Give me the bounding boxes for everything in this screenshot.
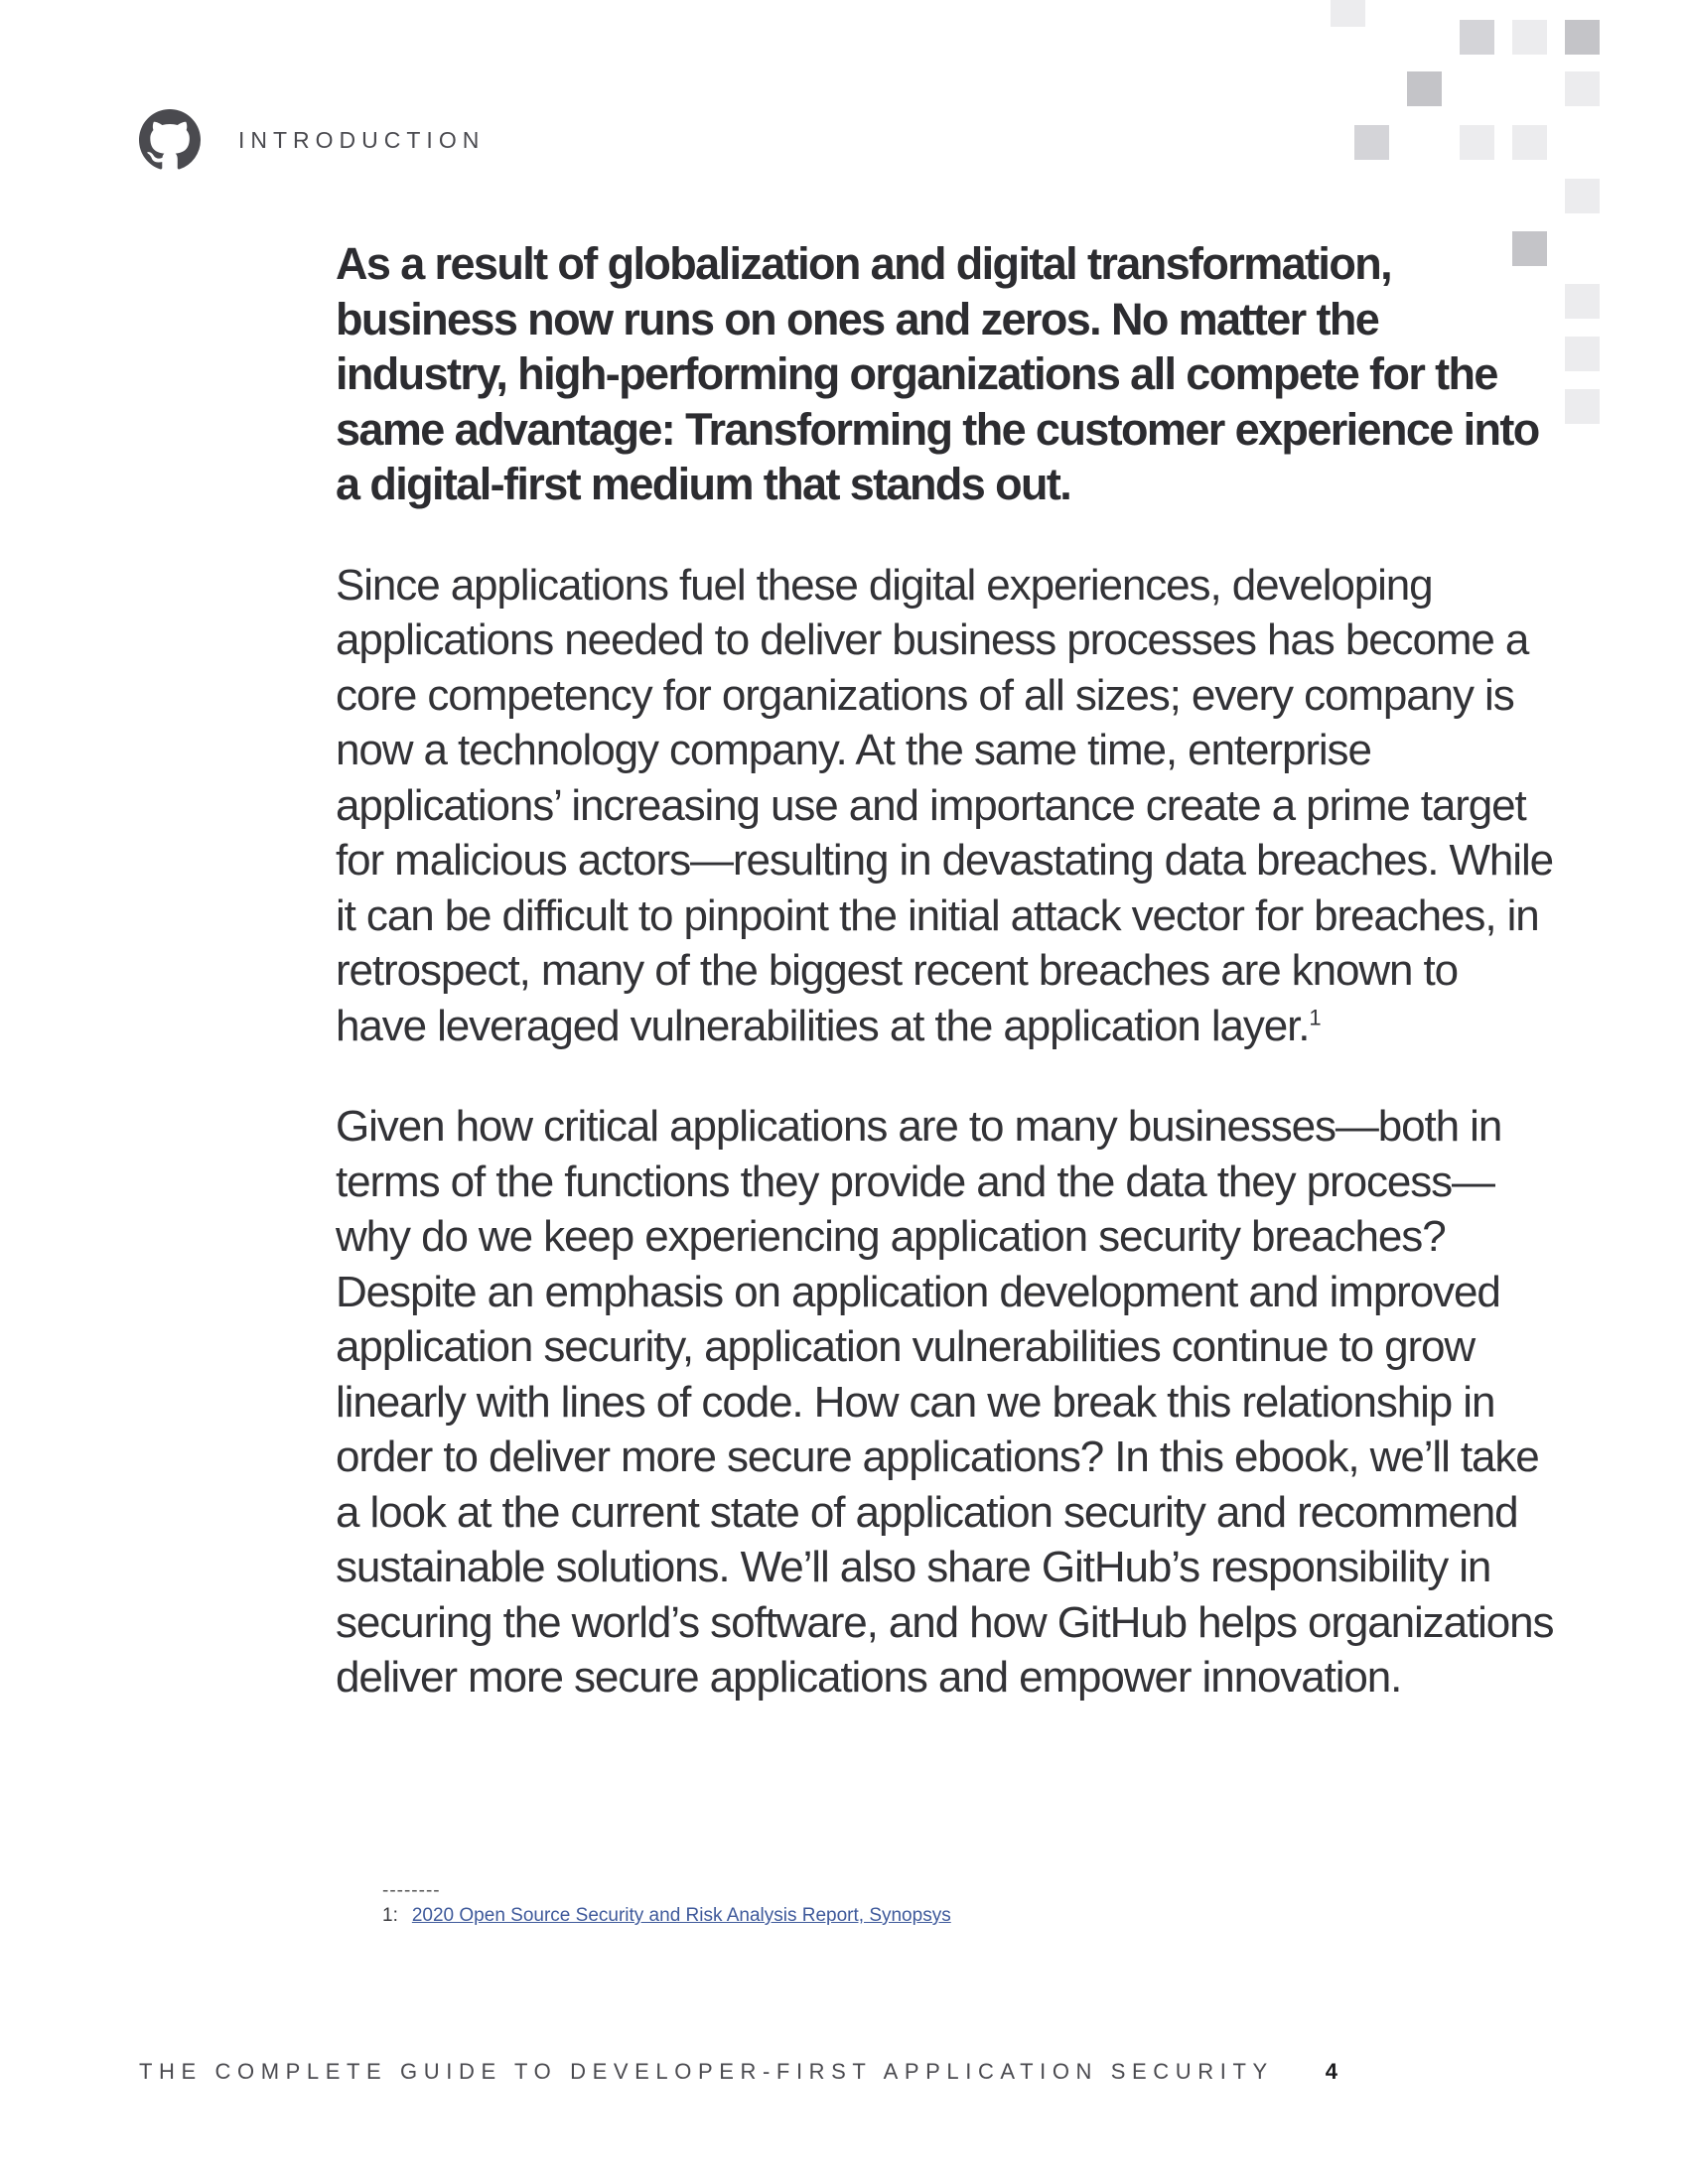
body-paragraph (336, 558, 1557, 1054)
footnote-link[interactable]: 2020 Open Source Security and Risk Analysis Report, Synopsys (411, 1905, 951, 1926)
footnote-marker: 1: (382, 1905, 398, 1926)
decor-square (1460, 20, 1494, 55)
section-label: INTRODUCTION (238, 126, 486, 153)
footnote-item (382, 1905, 951, 1927)
footnotes (382, 1881, 951, 1927)
decor-square (1512, 20, 1547, 55)
page-header (139, 109, 485, 171)
decor-square (1512, 125, 1547, 160)
decor-square (1565, 179, 1600, 213)
decor-square (1565, 284, 1600, 319)
decor-square (1565, 20, 1600, 55)
decor-square (1565, 71, 1600, 106)
lead-paragraph: As a result of globalization and digital transformation, business now runs on ones and zeros. No matter the industry, high-performing organizations all compete for the same advantage: Transforming the customer experience into a digital-first medium that stands out. (336, 238, 1539, 509)
decor-square (1331, 0, 1365, 27)
decor-square (1407, 71, 1442, 106)
decor-square (1354, 125, 1389, 160)
github-octocat-icon (139, 109, 201, 171)
body-paragraph: Given how critical applications are to many businesses—both in terms of the functions they provide and the data they process—why do we keep experiencing application security breaches? Despite an emphasis on application development and improved application security, application vulnerabilities continue to grow linearly with lines of code. How can we break this relationship in order to deliver more secure applications? In this ebook, we’ll take a look at the current state of application security and recommend sustainable solutions. We’ll also share GitHub’s responsibility in securing the world’s software, and how GitHub helps organizations deliver more secure applications and empower innovation. (336, 1102, 1554, 1702)
decor-square (1565, 337, 1600, 371)
page-number: 4 (1325, 2059, 1338, 2084)
footnote-rule: -------- (382, 1880, 441, 1901)
decor-square (1460, 125, 1494, 160)
decor-square (1565, 389, 1600, 424)
paragraph-text: Since applications fuel these digital experiences, developing applications needed to deliver business processes has become a core competency for organizations of all sizes; every company is now a technology company. At the same time, enterprise applications’ increasing use and importance create a prime target for malicious actors—resulting in devastating data breaches. While it can be difficult to pinpoint the initial attack vector for breaches, in retrospect, many of the biggest recent breaches are known to have leveraged vulnerabilities at the application layer. (336, 560, 1554, 1050)
footer-title: THE COMPLETE GUIDE TO DEVELOPER-FIRST APPLICATION SECURITY (139, 2059, 1274, 2084)
page-footer (139, 2059, 1337, 2085)
main-content (336, 236, 1557, 1751)
footnote-reference[interactable]: 1 (1309, 1004, 1322, 1029)
